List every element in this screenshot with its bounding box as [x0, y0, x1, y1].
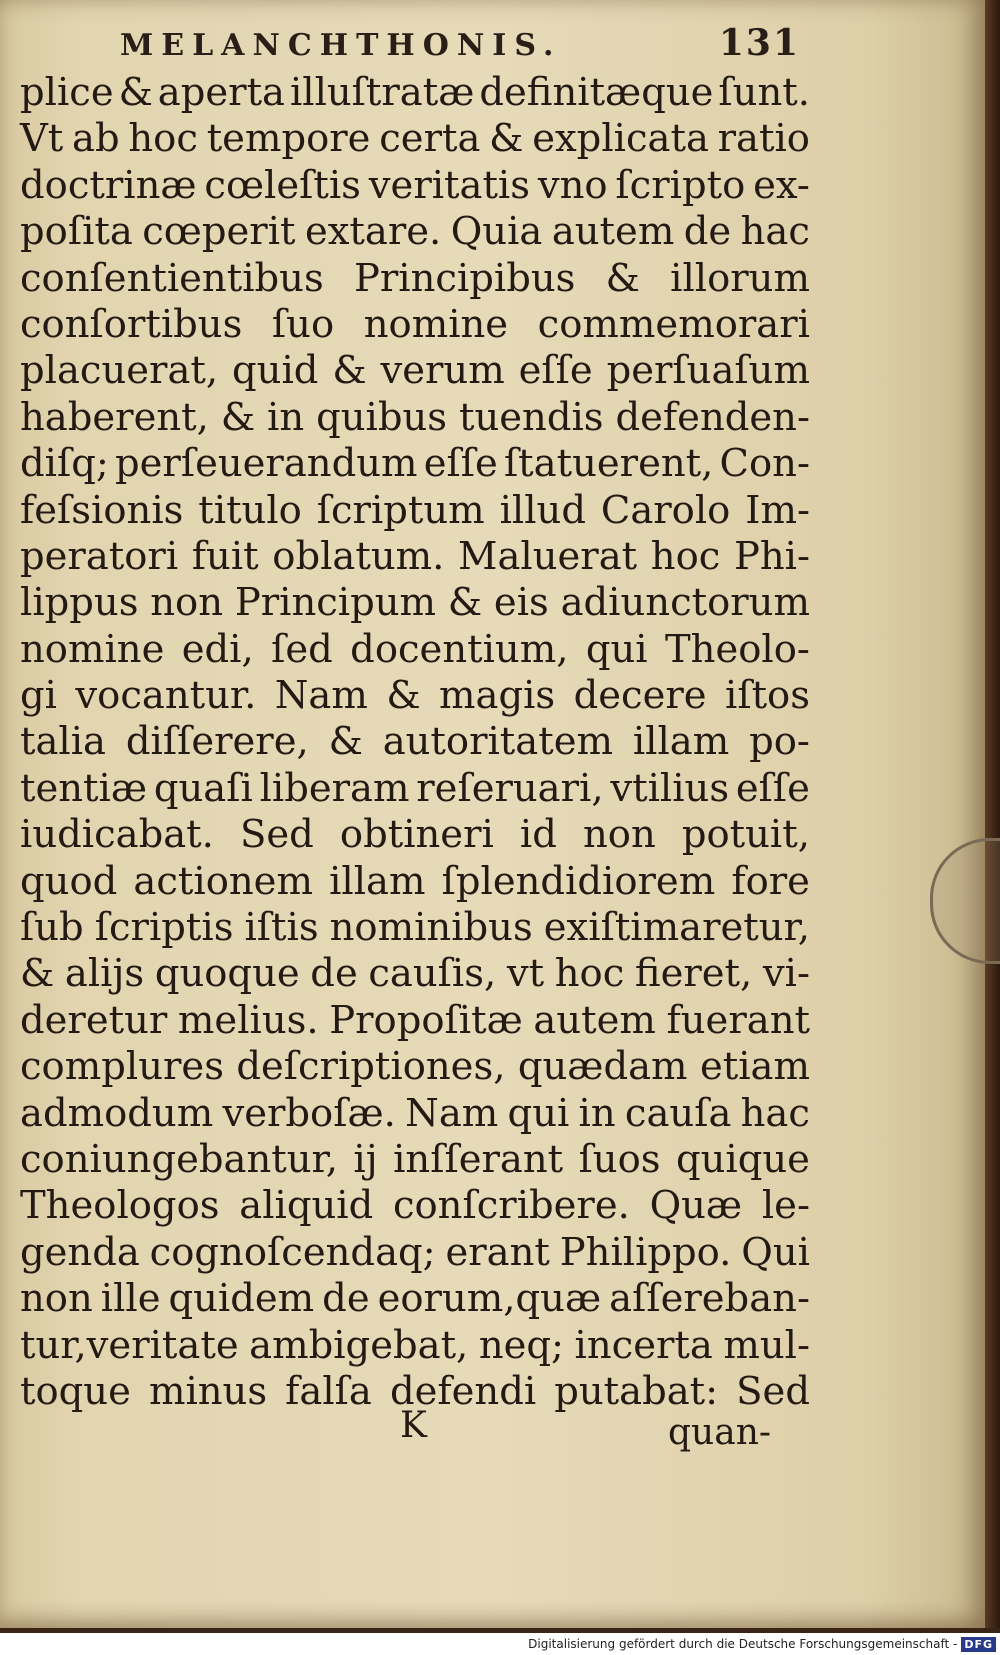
text-line: quod actionem illam ſplendidiorem fore [20, 858, 810, 904]
catchword: quan- [668, 1412, 772, 1453]
text-line: tentiæ quaſi liberam reſeruari, vtilius eſſe [20, 765, 810, 811]
text-line: genda cognoſcendaq; erant Philippo. Qui [20, 1229, 810, 1275]
text-line: complures deſcriptiones, quædam etiam [20, 1044, 810, 1090]
text-line: gi vocantur. Nam & magis decere iſtos [20, 673, 810, 719]
running-head [120, 22, 800, 64]
text-line: tur,veritate ambigebat, neq; incerta mul- [20, 1322, 810, 1368]
text-line: talia diſſerere, & autoritatem illam po- [20, 719, 810, 765]
body-text [20, 70, 810, 1415]
text-line: Vt ab hoc tempore certa & explicata ratio [20, 116, 810, 162]
text-line: Theologos aliquid conſcribere. Quæ le- [20, 1183, 810, 1229]
text-line: plice & aperta illuſtratæ definitæque ſunt. [20, 70, 810, 115]
page-number: 131 [718, 22, 800, 64]
text-line: deretur melius. Propoſitæ autem fuerant [20, 997, 810, 1043]
text-line: admodum verboſæ. Nam qui in cauſa hac [20, 1090, 810, 1136]
text-line: coniungebantur, ij inſſerant ſuos quique [20, 1136, 810, 1182]
text-line: toque minus falſa defendi putabat: Sed [20, 1368, 810, 1414]
running-title: MELANCHTHONIS. [120, 28, 562, 63]
text-line: poſita cœperit extare. Quia autem de hac [20, 209, 810, 255]
text-line: doctrinæ cœleſtis veritatis vno ſcripto ex- [20, 162, 810, 208]
digitization-credit [0, 1633, 1000, 1655]
signature-mark: K [400, 1405, 427, 1446]
text-line: iudicabat. Sed obtineri id non potuit, [20, 812, 810, 858]
text-line: placuerat, quid & verum eſſe perſuaſum [20, 348, 810, 394]
book-spine-edge [985, 0, 1000, 1628]
text-line: ſub ſcriptis iſtis nominibus exiſtimaretur, [20, 905, 810, 951]
text-line: conſortibus ſuo nomine commemorari [20, 301, 810, 347]
text-line: diſq; perſeuerandum eſſe ſtatuerent, Con- [20, 441, 810, 487]
text-line: lippus non Principum & eis adiunctorum [20, 580, 810, 626]
text-line: non ille quidem de eorum,quæ aſſereban- [20, 1276, 810, 1322]
text-line: peratori fuit oblatum. Maluerat hoc Phi- [20, 533, 810, 579]
dfg-logo: DFG [961, 1637, 996, 1652]
text-line: nomine edi, ſed docentium, qui Theolo- [20, 626, 810, 672]
text-line: feſsionis titulo ſcriptum illud Carolo Im- [20, 487, 810, 533]
credit-text: Digitalisierung gefördert durch die Deutsche Forschungsgemeinschaft - [528, 1637, 958, 1651]
text-line: conſentientibus Principibus & illorum [20, 255, 810, 301]
text-line: haberent, & in quibus tuendis defenden- [20, 394, 810, 440]
text-line: & alijs quoque de cauſis, vt hoc fieret, vi- [20, 951, 810, 997]
